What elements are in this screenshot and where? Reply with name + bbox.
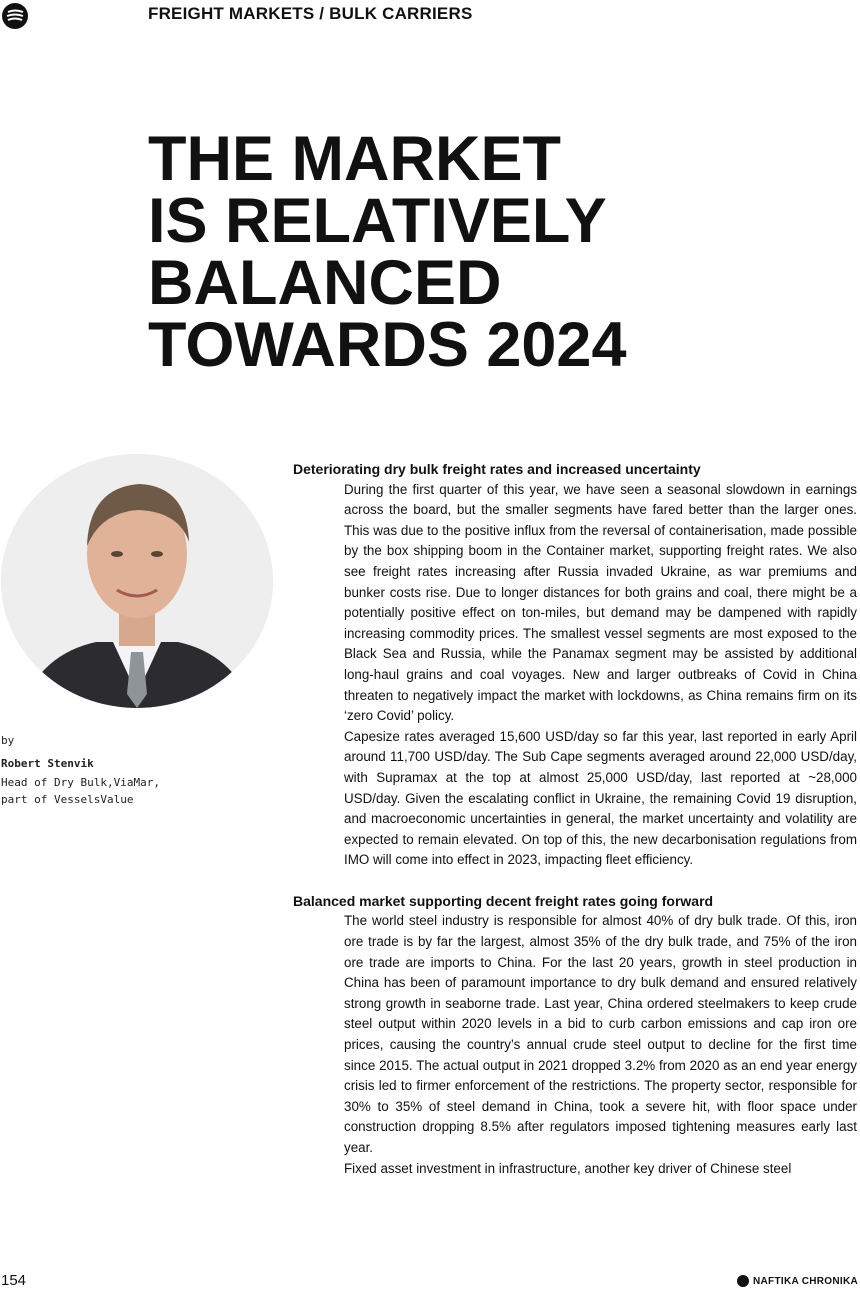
body-paragraph: Capesize rates averaged 15,600 USD/day so far this year, last reported in early April around 11,700 USD/day. The Sub Cape segments averaged around 22,000 USD/day, with Supramax at the top at almost 25,000 USD/day, last reported at ~28,000 USD/day. Given the escalating conflict in Ukraine, the remaining Covid 19 disruption, and macroeconomic uncertainties in general, the market uncertainty and volatility are expected to remain elevated. On top of this, the new decarbonisation regulations from IMO will come into effect in 2023, impacting fleet efficiency. (344, 728, 857, 868)
headline-line: TOWARDS 2024 (148, 310, 627, 380)
page-number: 154 (1, 1272, 27, 1289)
body-paragraph: Fixed asset investment in infrastructure, another key driver of Chinese steel (344, 1160, 792, 1176)
brand-name: NAFTIKA CHRONIKA (753, 1275, 858, 1287)
author-affiliation: part of VesselsValue (1, 793, 134, 806)
byline-prefix: by (1, 734, 15, 747)
headline-line: THE MARKET (148, 124, 561, 194)
portrait-illustration (1, 454, 273, 708)
brand-logo-icon (737, 1275, 749, 1287)
author-byline (1, 732, 201, 808)
author-portrait (1, 454, 273, 708)
section-heading: Deteriorating dry bulk freight rates and increased uncertainty (293, 461, 701, 477)
headline-line: IS RELATIVELY (148, 186, 607, 256)
section-spacer (293, 871, 857, 891)
section-heading: Balanced market supporting decent freight rates going forward (293, 892, 714, 909)
article-body (293, 459, 857, 1179)
author-title: Head of Dry Bulk,ViaMar, (1, 776, 160, 789)
article-headline (148, 124, 788, 380)
magazine-logo-icon (2, 3, 28, 29)
author-name: Robert Stenvik (1, 757, 94, 770)
headline-line: BALANCED (148, 248, 502, 318)
body-paragraph: The world steel industry is responsible for almost 40% of dry bulk trade. Of this, iron ore trade is by far the largest, almost 35% of the dry bulk trade, and 75% of the iron ore trade are imports to China. For the last 20 years, growth in steel production in China has been of paramount importance to dry bulk demand and ensured relatively strong growth in seaborne trade. Last year, China ordered steelmakers to keep crude steel output within 2020 levels in a bid to curb carbon emissions and cap iron ore prices, causing the country’s annual crude steel output to decline for the first time since 2015. The actual output in 2021 dropped 3.2% from 2020 as an end year energy crisis led to firmer enforcement of the restrictions. The property sector, responsible for 30% to 35% of steel demand in China, took a severe hit, with floor space under construction dropping 8.5% after regulators imposed tightening measures early last year. (344, 913, 857, 1155)
body-paragraph: During the first quarter of this year, we have seen a seasonal slowdown in earnings across the board, but the smaller segments have fared better than the larger ones. This was due to the positive influx from the reversal of containerisation, made possible by the box shipping boom in the Container market, supporting freight rates. We also see freight rates increasing after Russia invaded Ukraine, as war premiums and bunker costs rise. Due to longer distances for both grains and coal, there might be a potentially positive effect on ton-miles, but demand may be dampened with rapidly increasing commodity prices. The smallest vessel segments are most exposed to the Black Sea and Russia, while the Panamax segment may be assisted by additional long-haul grains and coal voyages. New and larger outbreaks of Covid in China threaten to negatively impact the market with lockdowns, as China remains firm on its ‘zero Covid’ policy. (344, 481, 857, 724)
section-header: FREIGHT MARKETS / BULK CARRIERS (148, 4, 473, 23)
footer-brand (737, 1275, 858, 1287)
